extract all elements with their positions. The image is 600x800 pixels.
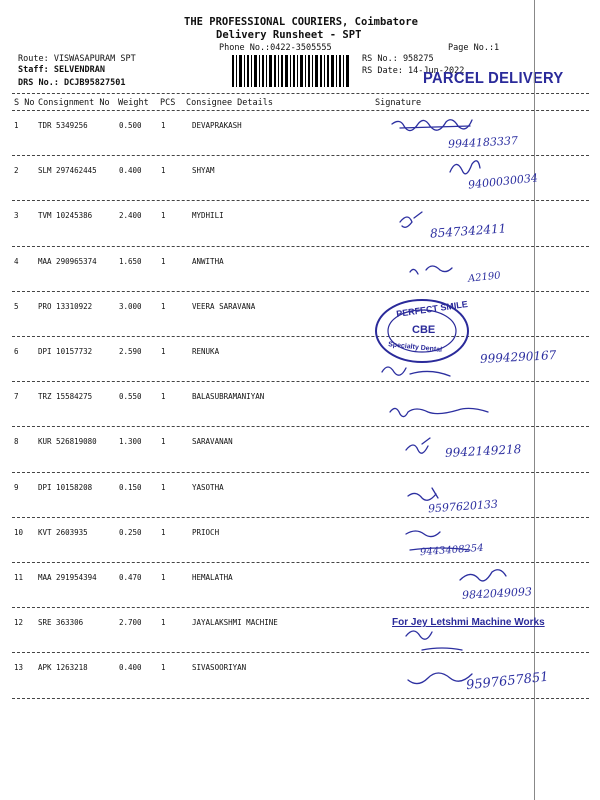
row-sno: 4 <box>14 256 19 266</box>
row-weight: 0.550 <box>119 392 142 402</box>
row-consignee: MYDHILI <box>192 211 224 221</box>
col-pcs: PCS <box>160 98 176 108</box>
row-pcs: 1 <box>161 256 166 266</box>
row-weight: 0.150 <box>119 482 142 492</box>
row-sno: 8 <box>14 437 19 447</box>
row-pcs: 1 <box>161 527 166 537</box>
col-signature: Signature <box>375 98 422 108</box>
row-weight: 3.000 <box>119 301 142 311</box>
row-weight: 2.700 <box>119 618 142 628</box>
handwritten-note: 9994290167 <box>479 348 557 366</box>
col-consignee: Consignee Details <box>186 98 273 108</box>
row-consignment: KUR 526819080 <box>38 437 97 447</box>
row-consignment: TRZ 15584275 <box>38 392 93 402</box>
row-weight: 2.590 <box>119 347 142 356</box>
row-consignment: DPI 10158208 <box>38 482 93 492</box>
handwritten-note: For Jey Letshmi Machine Works <box>392 617 545 629</box>
rs-date: RS Date: 14-Jun-2022 <box>362 66 465 76</box>
row-consignment: TDR 5349256 <box>38 121 88 130</box>
row-consignment: TVM 10245386 <box>38 211 93 221</box>
row-sno: 11 <box>14 573 24 582</box>
stamp-sub: Specialty Dental <box>387 341 443 354</box>
row-sno: 9 <box>14 482 19 492</box>
row-weight: 0.400 <box>119 166 142 176</box>
handwritten-note: 9443408254 <box>419 542 484 559</box>
handwritten-note: 9597620133 <box>427 497 499 516</box>
row-consignee: DEVAPRAKASH <box>192 121 242 130</box>
handwritten-note: A2190 <box>467 269 502 285</box>
route: Route: VISWASAPURAM SPT <box>18 54 136 64</box>
row-consignee: RENUKA <box>192 347 220 356</box>
row-pcs: 1 <box>161 211 166 221</box>
row-consignee: SIVASOORIYAN <box>192 663 247 673</box>
row-sno: 13 <box>14 663 24 673</box>
signature-scribbles <box>370 110 590 710</box>
row-pcs: 1 <box>161 347 166 356</box>
row-weight: 0.470 <box>119 573 142 582</box>
row-pcs: 1 <box>161 121 166 130</box>
row-weight: 0.250 <box>119 527 142 537</box>
row-sno: 3 <box>14 211 19 221</box>
col-consignment: Consignment No <box>38 98 110 108</box>
row-sno: 10 <box>14 527 24 537</box>
row-pcs: 1 <box>161 437 166 447</box>
company-name: THE PROFESSIONAL COURIERS, Coimbatore <box>184 16 418 28</box>
row-sno: 7 <box>14 392 19 402</box>
row-consignee: VEERA SARAVANA <box>192 301 256 311</box>
handwritten-note: 9944183337 <box>447 134 519 151</box>
row-consignment: PRO 13310922 <box>38 301 93 311</box>
staff: Staff: SELVENDRAN <box>18 65 105 75</box>
rs-number: RS No.: 958275 <box>362 54 434 64</box>
stamp-city: CBE <box>412 324 436 336</box>
row-weight: 0.500 <box>119 121 142 130</box>
row-consignee: BALASUBRAMANIYAN <box>192 392 265 402</box>
row-consignment: MAA 291954394 <box>38 573 97 582</box>
row-consignment: SRE 363306 <box>38 618 84 628</box>
handwritten-note: 8547342411 <box>429 221 507 242</box>
row-sno: 12 <box>14 618 24 628</box>
row-consignee: ANWITHA <box>192 256 224 266</box>
row-sno: 5 <box>14 301 19 311</box>
row-consignee: SHYAM <box>192 166 215 176</box>
handwritten-note: 9400030034 <box>467 171 539 192</box>
row-consignee: YASOTHA <box>192 482 224 492</box>
barcode <box>232 55 350 87</box>
header-divider-top <box>12 93 589 94</box>
row-pcs: 1 <box>161 392 166 402</box>
row-pcs: 1 <box>161 482 166 492</box>
row-weight: 0.400 <box>119 663 142 673</box>
row-pcs: 1 <box>161 618 166 628</box>
page-number: Page No.:1 <box>448 43 500 53</box>
row-pcs: 1 <box>161 663 166 673</box>
row-pcs: 1 <box>161 301 166 311</box>
row-pcs: 1 <box>161 573 166 582</box>
row-weight: 1.300 <box>119 437 142 447</box>
row-consignee: JAYALAKSHMI MACHINE <box>192 618 278 628</box>
row-consignment: SLM 297462445 <box>38 166 97 176</box>
handwritten-note: 9597657851 <box>465 670 550 694</box>
row-consignment: KVT 2603935 <box>38 527 88 537</box>
phone-number: Phone No.:0422-3505555 <box>219 43 332 53</box>
sheet-title: Delivery Runsheet - SPT <box>216 29 362 41</box>
parcel-delivery-stamp: PARCEL DELIVERY <box>423 70 564 87</box>
handwritten-note: 9942149218 <box>444 442 522 461</box>
row-weight: 2.400 <box>119 211 142 221</box>
row-sno: 1 <box>14 121 19 130</box>
row-sno: 6 <box>14 347 19 356</box>
row-consignment: MAA 290965374 <box>38 256 97 266</box>
handwritten-note: 9842049093 <box>461 585 533 602</box>
row-pcs: 1 <box>161 166 166 176</box>
drs-number: DRS No.: DCJB95827501 <box>18 78 126 88</box>
row-consignment: DPI 10157732 <box>38 347 93 356</box>
row-consignee: SARAVANAN <box>192 437 233 447</box>
row-consignee: PRIOCH <box>192 527 220 537</box>
col-weight: Weight <box>118 98 149 108</box>
row-consignment: APK 1263218 <box>38 663 88 673</box>
row-consignee: HEMALATHA <box>192 573 233 582</box>
stamp-text: PERFECT SMILE <box>395 299 469 319</box>
col-sno: S No <box>14 98 35 108</box>
row-sno: 2 <box>14 166 19 176</box>
row-weight: 1.650 <box>119 256 142 266</box>
